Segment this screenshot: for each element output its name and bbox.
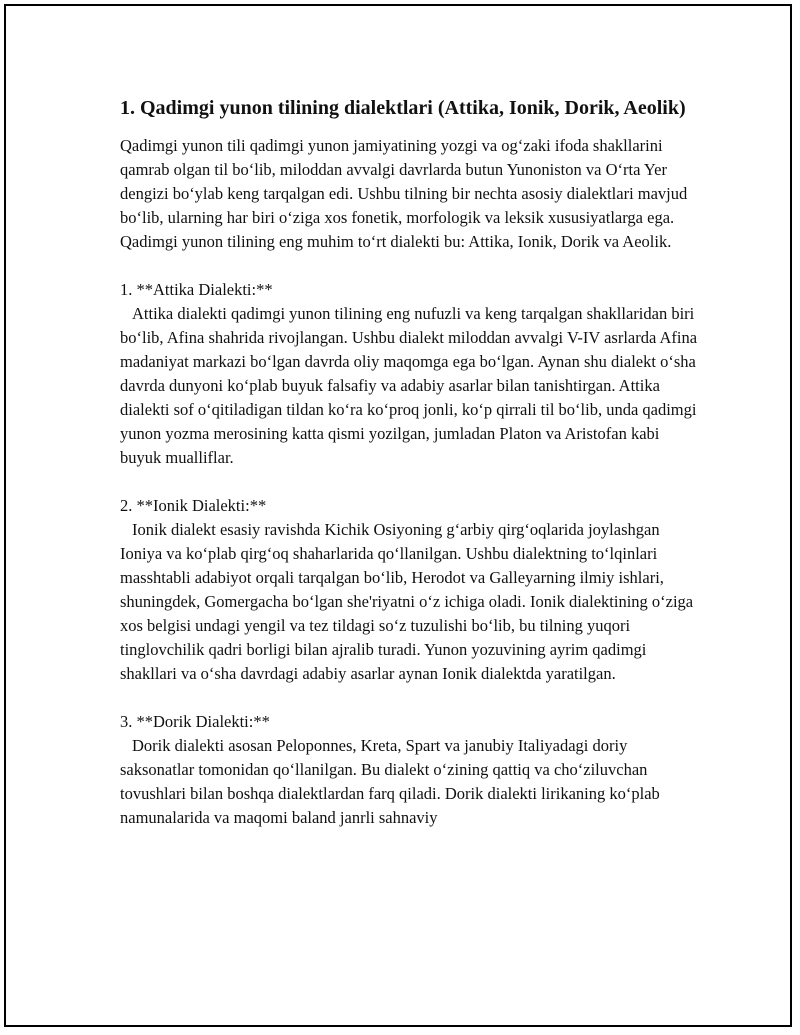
section-attika xyxy=(120,278,700,470)
document-content xyxy=(120,94,700,854)
document-title: 1. Qadimgi yunon tilining dialektlari (Attika, Ionik, Dorik, Aeolik) xyxy=(120,97,686,119)
section-dorik xyxy=(120,710,700,830)
section-ionik xyxy=(120,494,700,686)
intro-paragraph: Qadimgi yunon tili qadimgi yunon jamiyatining yozgi va og‘zaki ifoda shakllarini qamrab olgan til bo‘lib, miloddan avvalgi davrlarda butun Yunoniston va O‘rta Yer dengizi bo‘ylab keng tarqalgan edi. Ushbu tilning bir nechta asosiy dialektlari mavjud bo‘lib, ularning har biri o‘ziga xos fonetik, morfologik va leksik xususiyatlarga ega. Qadimgi yunon tilining eng muhim to‘rt dialekti bu: Attika, Ionik, Dorik va Aeolik. xyxy=(120,136,688,251)
section-heading: 2. **Ionik Dialekti:** xyxy=(120,496,267,515)
section-body: Attika dialekti qadimgi yunon tilining eng nufuzli va keng tarqalgan shakllaridan biri bo‘lib, Afina shahrida rivojlangan. Ushbu dialekt miloddan avvalgi V-IV asrlarda Afina madaniyat markazi bo‘lgan davrda oliy maqomga ega bo‘lgan. Aynan shu dialekt o‘sha davrda dunyoni ko‘plab buyuk falsafiy va adabiy asarlar bilan tanishtirgan. Attika dialekti sof o‘qitiladigan tildan ko‘ra ko‘proq jonli, ko‘p qirrali til bo‘lib, unda qadimgi yunon yozma merosining katta qismi yozilgan, jumladan Platon va Aristofan kabi buyuk mualliflar. xyxy=(120,304,698,467)
page-frame xyxy=(4,4,792,1027)
section-body: Ionik dialekt esasiy ravishda Kichik Osiyoning g‘arbiy qirg‘oqlarida joylashgan Ioniya va ko‘plab qirg‘oq shaharlarida qo‘llanilgan. Ushbu dialektning to‘lqinlari masshtabli adabiyot orqali tarqalgan bo‘lib, Herodot va Galleyarning ilmiy ishlari, shuningdek, Gomergacha bo‘lgan she'riyatni o‘z ichiga oladi. Ionik dialektining o‘ziga xos belgisi undagi yengil va tez tildagi so‘z tuzulishi bo‘lib, bu tilning yuqori tinglovchilik qadri borligi bilan ajralib turadi. Yunon yozuvining ayrim qadimgi shakllari va o‘sha davrdagi adabiy asarlar aynan Ionik dialektda yaratilgan. xyxy=(120,520,694,683)
section-heading: 3. **Dorik Dialekti:** xyxy=(120,712,270,731)
section-body: Dorik dialekti asosan Peloponnes, Kreta, Spart va janubiy Italiyadagi doriy saksonatlar tomonidan qo‘llanilgan. Bu dialekt o‘zining qattiq va cho‘ziluvchan tovushlari bilan boshqa dialektlardan farq qiladi. Dorik dialekti lirikaning ko‘plab namunalarida va maqomi baland janrli sahnaviy xyxy=(120,736,660,827)
section-heading: 1. **Attika Dialekti:** xyxy=(120,280,273,299)
